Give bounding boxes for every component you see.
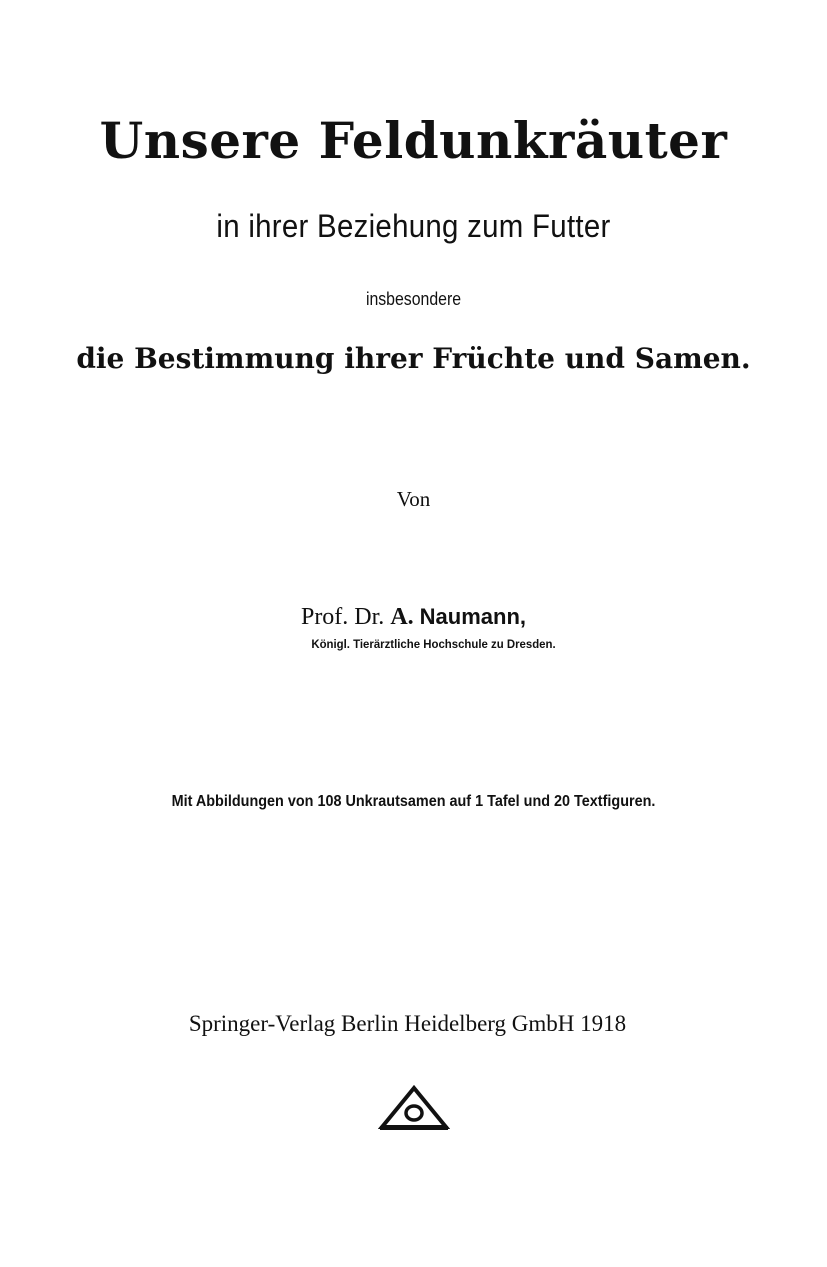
- springer-triangle-logo-icon: [378, 1084, 450, 1132]
- author-name: [0, 605, 827, 629]
- book-title: Unsere Feldunkräuter: [99, 111, 728, 170]
- author-surname: Naumann,: [419, 604, 527, 629]
- subtitle-connector: insbesondere: [365, 289, 462, 309]
- by-label: Von: [396, 487, 431, 511]
- author-affiliation: Königl. Tierärztliche Hochschule zu Dresden.: [311, 637, 556, 651]
- author-initial: A.: [390, 604, 420, 630]
- illustrations-note: Mit Abbildungen von 108 Unkrautsamen auf 1 Tafel und 20 Textfiguren.: [171, 793, 656, 810]
- publisher-imprint: Springer-Verlag Berlin Heidelberg GmbH 1918: [188, 1011, 627, 1036]
- author-prefix: Prof. Dr.: [300, 604, 391, 630]
- subtitle-line-2: die Bestimmung ihrer Früchte und Samen.: [76, 342, 751, 375]
- subtitle-line-1: in ihrer Beziehung zum Futter: [216, 208, 611, 244]
